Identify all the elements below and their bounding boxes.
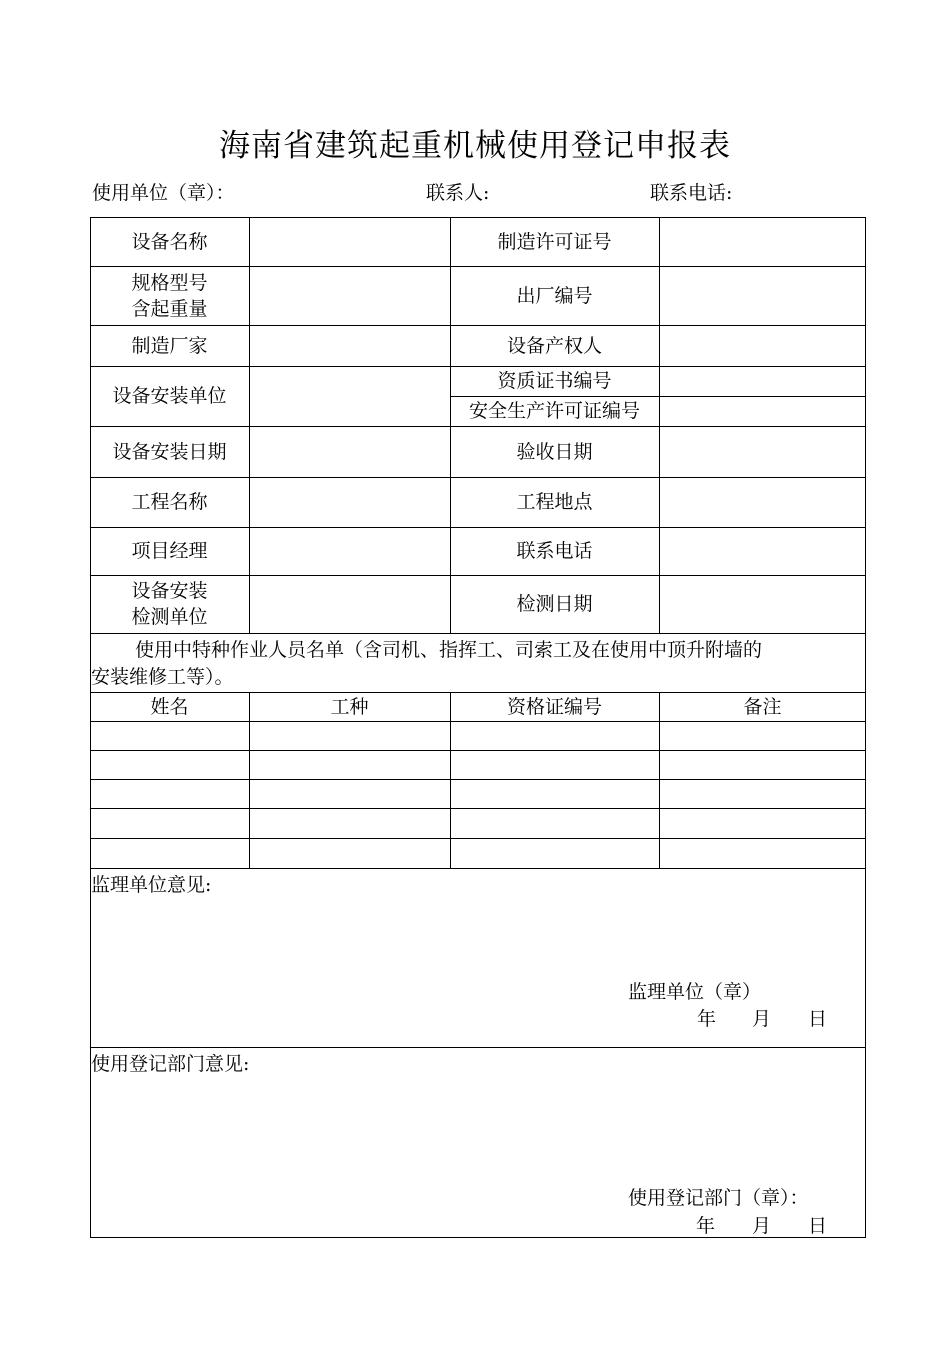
label-manufacture-license: 制造许可证号 (497, 230, 612, 253)
field-inspection-unit[interactable] (250, 576, 449, 632)
label-spec-model-line1: 规格型号 (131, 271, 208, 294)
field-project-name[interactable] (250, 478, 449, 526)
label-qualification-cert: 资质证书编号 (497, 370, 612, 392)
field-acceptance-date[interactable] (660, 427, 865, 476)
row-divider (90, 868, 866, 869)
unit-label: 使用单位（章）： (92, 182, 235, 204)
field-installation-date[interactable] (250, 427, 449, 476)
supervision-day: 日 (808, 1008, 828, 1030)
label-property-owner: 设备产权人 (506, 334, 602, 357)
field-equipment-name[interactable] (250, 218, 449, 265)
registration-opinion-area[interactable] (91, 1080, 865, 1180)
personnel-intro-line1: 使用中特种作业人员名单（含司机、指挥工、司索工及在使用中顶升附墙的 (135, 639, 763, 661)
label-project-name: 工程名称 (131, 491, 208, 513)
row-divider (90, 808, 866, 809)
supervision-opinion-label: 监理单位意见: (91, 874, 212, 896)
registration-opinion-label: 使用登记部门意见: (91, 1053, 250, 1075)
label-spec-model (90, 266, 249, 325)
field-factory-number[interactable] (660, 267, 865, 324)
field-installation-unit[interactable] (250, 367, 449, 425)
row-divider (90, 779, 866, 780)
row-divider (90, 838, 866, 839)
label-contact-phone: 联系电话 (516, 540, 593, 562)
supervision-month: 月 (752, 1008, 772, 1030)
label-inspection-unit-line2: 检测单位 (131, 606, 208, 628)
phone-label: 联系电话: (650, 182, 733, 204)
row-divider (90, 633, 866, 634)
contact-label: 联系人: (426, 182, 490, 204)
row-divider (90, 1047, 866, 1048)
field-safety-license[interactable] (660, 397, 865, 425)
label-inspection-date: 检测日期 (516, 593, 593, 615)
label-inspection-unit-line1: 设备安装 (131, 580, 208, 602)
field-contact-phone[interactable] (660, 528, 865, 574)
field-qualification-cert[interactable] (660, 367, 865, 395)
field-property-owner[interactable] (660, 326, 865, 365)
label-manufacturer: 制造厂家 (131, 334, 208, 357)
personnel-intro-line2: 安装维修工等）。 (91, 666, 234, 688)
col-header-cert: 资格证编号 (506, 695, 602, 718)
field-inspection-date[interactable] (660, 576, 865, 632)
field-project-manager[interactable] (250, 528, 449, 574)
field-spec-model[interactable] (250, 267, 449, 324)
row-divider (90, 721, 866, 722)
supervision-opinion-area[interactable] (91, 900, 865, 975)
label-project-location: 工程地点 (516, 491, 593, 513)
label-equipment-name: 设备名称 (131, 230, 208, 253)
registration-day: 日 (808, 1215, 828, 1237)
field-manufacture-license[interactable] (660, 218, 865, 265)
supervision-stamp: 监理单位（章） (628, 981, 762, 1003)
label-spec-model-line2: 含起重量 (131, 297, 208, 320)
supervision-year: 年 (697, 1008, 717, 1030)
label-inspection-unit (90, 575, 249, 633)
col-header-name: 姓名 (150, 695, 189, 718)
label-factory-number: 出厂编号 (516, 284, 593, 307)
col-header-trade: 工种 (330, 695, 369, 718)
registration-month: 月 (752, 1215, 772, 1237)
label-safety-license: 安全生产许可证编号 (468, 400, 640, 422)
label-installation-unit: 设备安装单位 (112, 385, 227, 407)
field-manufacturer[interactable] (250, 326, 449, 365)
label-project-manager: 项目经理 (131, 540, 208, 562)
field-project-location[interactable] (660, 478, 865, 526)
registration-stamp: 使用登记部门（章）： (628, 1187, 809, 1209)
registration-year: 年 (696, 1215, 716, 1237)
col-header-note: 备注 (743, 695, 782, 718)
label-installation-date: 设备安装日期 (112, 440, 227, 463)
form-title: 海南省建筑起重机械使用登记申报表 (219, 128, 731, 164)
row-divider (90, 750, 866, 751)
label-acceptance-date: 验收日期 (516, 440, 593, 463)
